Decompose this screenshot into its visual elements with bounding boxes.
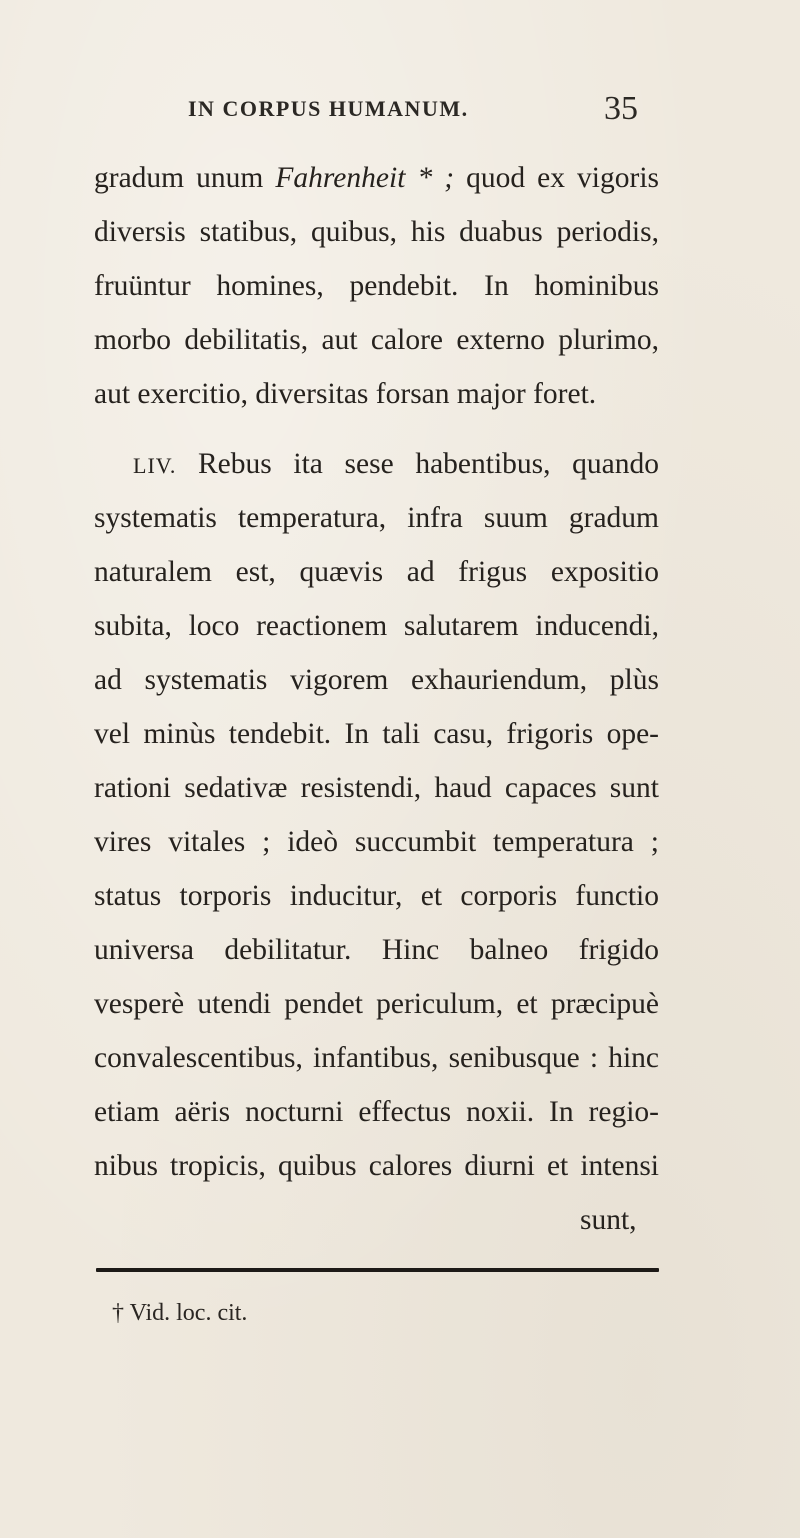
text-line-14: status torporis inducitur, et corporis functio — [94, 880, 659, 912]
footnote: † Vid. loc. cit. — [112, 1300, 248, 1326]
text-line-9: subita, loco reactionem salutarem inducendi, — [94, 610, 659, 642]
text-line-8: naturalem est, quævis ad frigus expositio — [94, 556, 659, 588]
text-segment: gradum unum — [94, 162, 264, 194]
text-segment: Rebus ita sese habentibus, quando — [197, 448, 659, 480]
text-line-19: nibus tropicis, quibus calores diurni et intensi — [94, 1150, 659, 1182]
text-line-6 — [133, 446, 659, 484]
text-line-12: rationi sedativæ resistendi, haud capaces sunt — [94, 772, 659, 804]
text-segment: quod ex vigoris — [466, 162, 659, 194]
footnote-rule — [96, 1268, 659, 1272]
text-line-11: vel minùs tendebit. In tali casu, frigoris ope- — [94, 718, 659, 750]
running-head: IN CORPUS HUMANUM. — [188, 96, 469, 121]
text-line-15: universa debilitatur. Hinc balneo frigido — [94, 934, 659, 966]
text-line-13: vires vitales ; ideò succumbit temperatura ; — [94, 826, 659, 858]
text-line-1 — [94, 160, 659, 196]
text-line-5: aut exercitio, diversitas forsan major foret. — [94, 378, 597, 410]
section-number: LIV. — [133, 453, 177, 478]
text-line-18: etiam aëris nocturni effectus noxii. In regio- — [94, 1096, 659, 1128]
page-number: 35 — [604, 90, 638, 127]
text-line-10: ad systematis vigorem exhauriendum, plùs — [94, 664, 659, 696]
text-line-16: vesperè utendi pendet periculum, et præcipuè — [94, 988, 659, 1020]
text-line-17: convalescentibus, infantibus, senibusque : hinc — [94, 1042, 659, 1074]
text-line-2: diversis statibus, quibus, his duabus periodis, — [94, 216, 659, 248]
text-line-4: morbo debilitatis, aut calore externo plurimo, — [94, 324, 659, 356]
italic-name: Fahrenheit * ; — [275, 162, 455, 194]
text-line-3: fruüntur homines, pendebit. In hominibus — [94, 270, 659, 302]
catchword: sunt, — [580, 1204, 637, 1236]
text-line-7: systematis temperatura, infra suum gradum — [94, 502, 659, 534]
